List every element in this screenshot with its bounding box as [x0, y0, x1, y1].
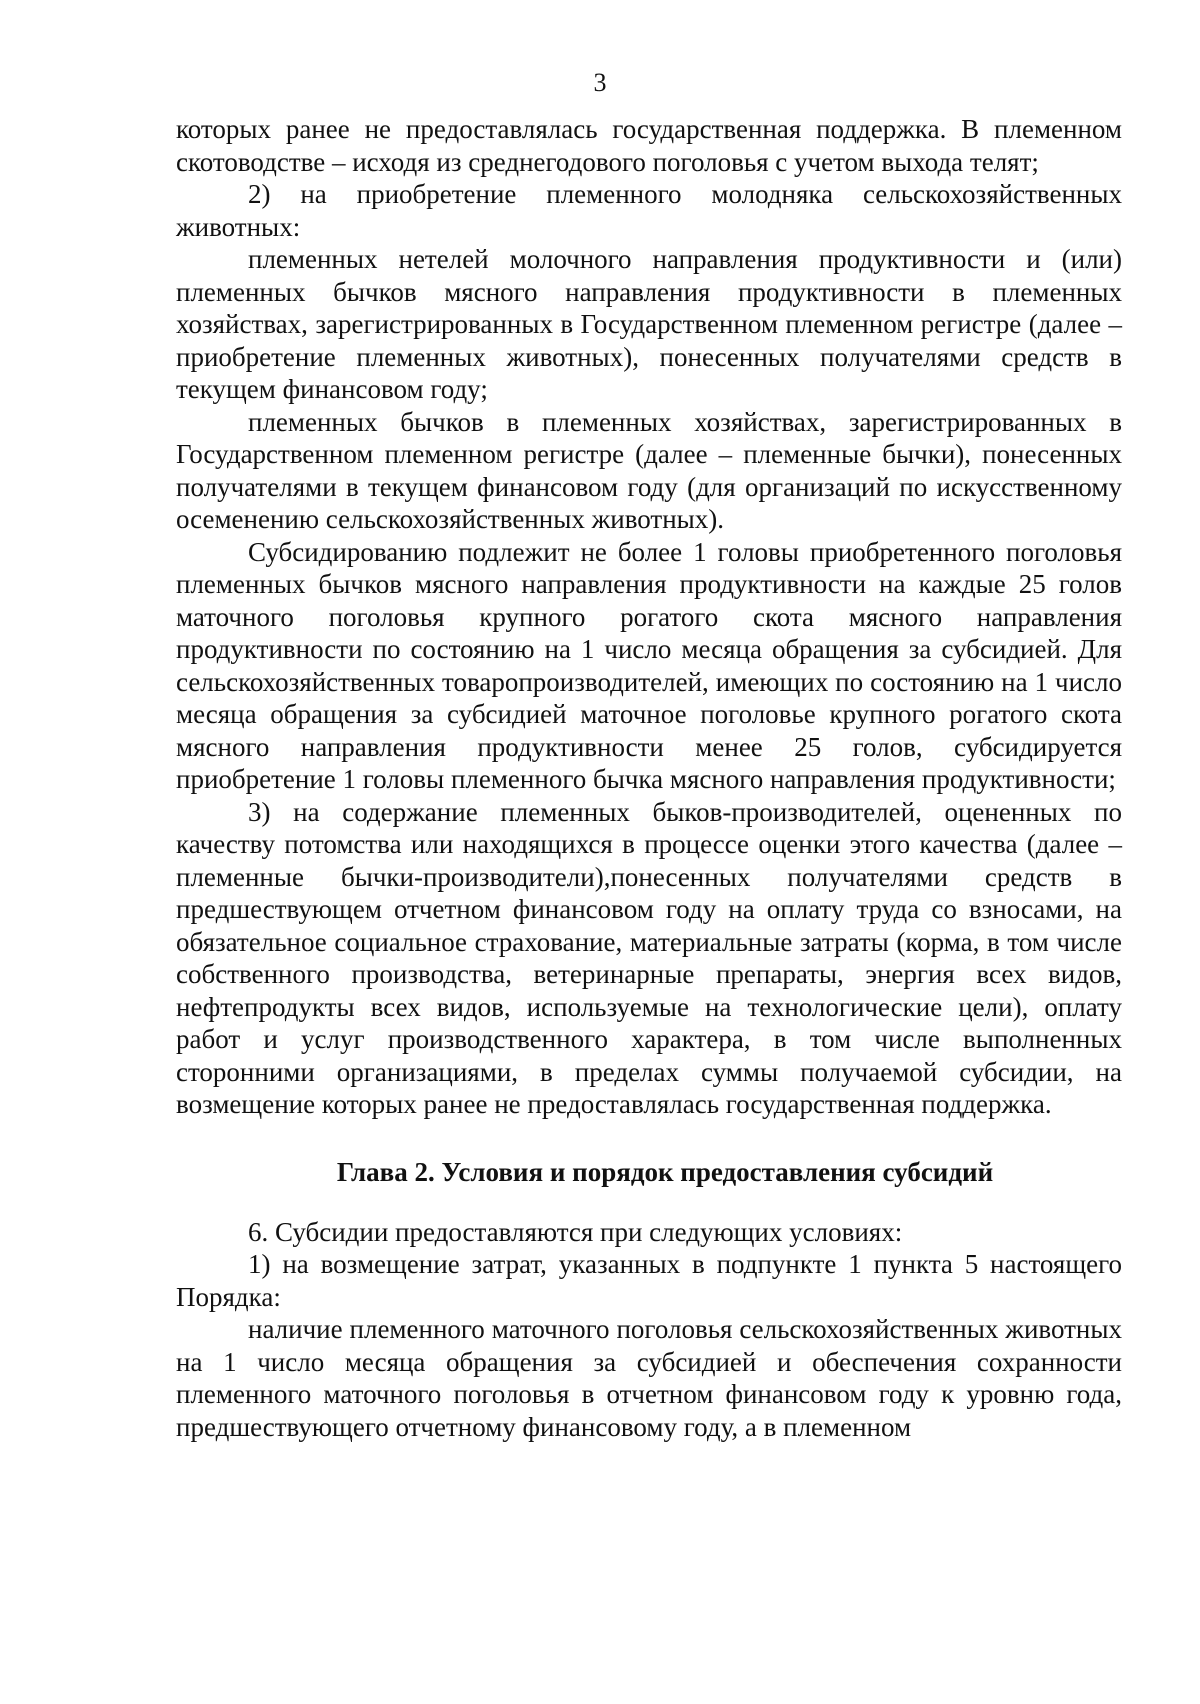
body-paragraph: которых ранее не предоставлялась государственная поддержка. В племенном скотоводстве – исходя из среднегодового поголовья с учетом выхода телят; [176, 114, 1122, 177]
body-paragraph: 6. Субсидии предоставляются при следующих условиях: [248, 1216, 903, 1247]
page-number: 3 [593, 68, 607, 97]
chapter-heading: Глава 2. Условия и порядок предоставления субсидий [336, 1156, 994, 1187]
body-paragraph: племенных бычков в племенных хозяйствах, зарегистрированных в Государственном племенном регистре (далее – племенные бычки), понесенных получателями в текущем финансовом году (для организаций по искусственному осеменению сельскохозяйственных животных). [176, 406, 1122, 534]
body-paragraph: наличие племенного маточного поголовья сельскохозяйственных животных на 1 число месяца обращения за субсидией и обеспечения сохранности племенного маточного поголовья в отчетном финансовом году к уровню года, предшествующего отчетному финансовому году, а в племенном [176, 1314, 1122, 1442]
body-paragraph: 3) на содержание племенных быков-производителей, оцененных по качеству потомства или находящихся в процессе оценки этого качества (далее – племенные бычки-производители),понесенных получателями средств в предшествующем отчетном финансовом году на оплату труда со взносами, на обязательное социальное страхование, материальные затраты (корма, в том числе собственного производства, ветеринарные препараты, энергия всех видов, нефтепродукты всех видов, используемые на технологические цели), оплату работ и услуг производственного характера, в том числе выполненных сторонними организациями, в пределах суммы получаемой субсидии, на возмещение которых ранее не предоставлялась государственная поддержка. [176, 796, 1122, 1119]
body-paragraph: Субсидированию подлежит не более 1 головы приобретенного поголовья племенных бычков мясного направления продуктивности на каждые 25 голов маточного поголовья крупного рогатого скота мясного направления продуктивности по состоянию на 1 число месяца обращения за субсидией. Для сельскохозяйственных товаропроизводителей, имеющих по состоянию на 1 число месяца обращения за субсидией маточное поголовье крупного рогатого скота мясного направления продуктивности менее 25 голов, субсидируется приобретение 1 головы племенного бычка мясного направления продуктивности; [176, 536, 1122, 794]
document-body [176, 113, 1122, 1443]
body-paragraph: племенных нетелей молочного направления продуктивности и (или) племенных бычков мясного направления продуктивности в племенных хозяйствах, зарегистрированных в Государственном племенном регистре (далее – приобретение племенных животных), понесенных получателями средств в текущем финансовом году; [176, 244, 1122, 404]
body-paragraph: 2) на приобретение племенного молодняка сельскохозяйственных животных: [176, 179, 1122, 242]
body-paragraph: 1) на возмещение затрат, указанных в подпункте 1 пункта 5 настоящего Порядка: [176, 1249, 1122, 1312]
